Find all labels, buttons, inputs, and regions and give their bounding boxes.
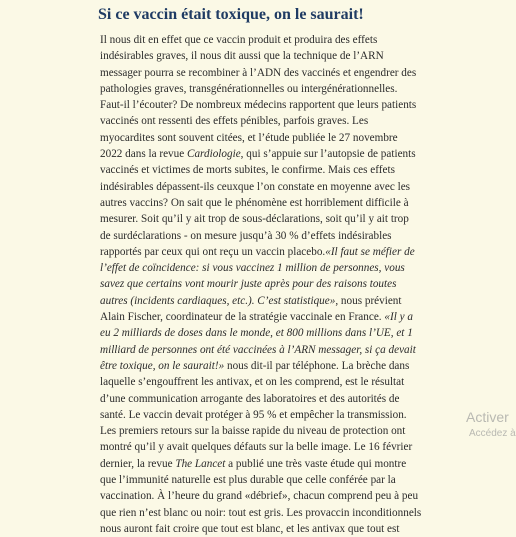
article-body bbox=[100, 32, 422, 537]
italic-segment: The Lancet bbox=[175, 457, 226, 470]
text-segment: nous dit-il par téléphone. La brèche dans laquelle s’engouffrent les antivax, et on les comprend, est le résultat d’une communication arrogante des laboratoires et des autorités de santé. Le vaccin devait protéger à 95 % et empêcher la transmission. Les premiers retours sur la baisse rapide du niveau de protection ont montré qu’il y avait quelques défauts sur la belle image. Le 16 février dernier, la revue bbox=[100, 359, 413, 470]
article-page bbox=[88, 0, 424, 535]
text-segment: Il nous dit en effet que ce vaccin produit et produira des effets indésirables graves, il nous dit aussi que la technique de l’ARN messager pourra se recombiner à l’ADN des vaccinés et engendrer des pathologies graves, transgénérationnelles ou intergénérationnelles. Faut-il l’écouter? De nombreux médecins rapportent que leurs patients vaccinés ont ressenti des effets pénibles, parfois graves. Les myocardites sont souvent citées, et l’étude publiée le 27 novembre 2022 dans la revue bbox=[100, 34, 417, 161]
text-segment: a publié une très vaste étude qui montre que l’immunité naturelle est plus durable que celle conférée par la vaccination. À l’heure du grand «débrief», chacun comprend peu à peu que rien n’est blanc ou noir: tout est gris. Les provaccin inconditionnels nous auront fait croire que tout est blanc, et les antivax que tout est bbox=[100, 457, 422, 535]
article-paragraph bbox=[100, 32, 422, 537]
italic-segment: Cardiologie bbox=[187, 148, 241, 161]
text-segment: , qui s’appuie sur l’autopsie de patients vaccinés et victimes de morts subites, le confirme. Mais ces effets indésirables dépassent-ils ceuxque l’on constate en moyenne avec les autres vaccins? On sait que le phénomène est horriblement difficile à mesurer. Soit qu’il y ait trop de sous-déclarations, soit qu’il y ait trop de surdéclarations - on mesure jusqu’à 30 % d’effets indésirables rapportés par ceux qui ont reçu un vaccin placebo. bbox=[100, 148, 416, 258]
article-title: Si ce vaccin était toxique, on le saurait! bbox=[98, 6, 364, 23]
italic-quote: «Il faut se méfier de l’effet de coïncidence: si vous vaccinez 1 million de personnes, vous savez que certains vont mourir juste après pour des raisons toutes autres (incidents cardiaques, etc.). C’est statistique» bbox=[100, 245, 415, 307]
text-segment: , nous prévient Alain Fischer, coordinateur de la stratégie vaccinale en France. bbox=[100, 294, 402, 324]
activation-watermark-subtitle: Accédez à bbox=[469, 428, 516, 439]
italic-quote: «Il y a eu 2 milliards de doses dans le monde, et 800 millions dans l’UE, et 1 milliard de personnes ont été vaccinées à l’ARN messager, si ça devait être toxique, on le saurait!» bbox=[100, 311, 416, 372]
activation-watermark-title: Activer bbox=[466, 409, 509, 425]
